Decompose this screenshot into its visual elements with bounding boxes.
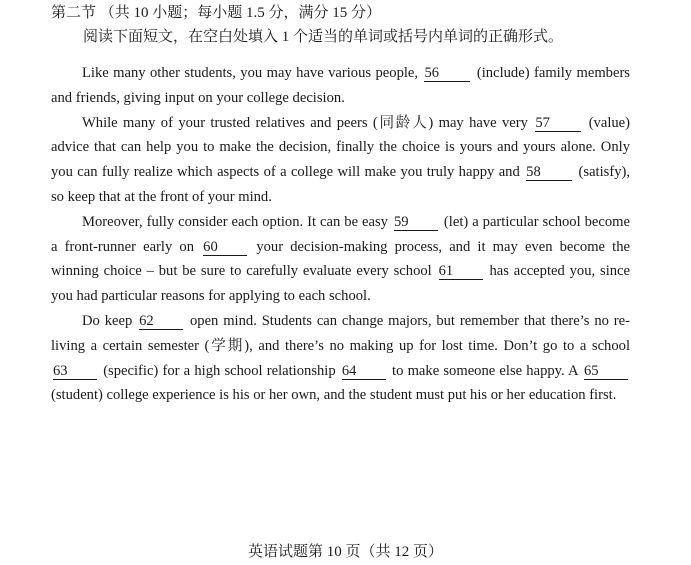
passage-text: While many of your trusted relatives and peers (同龄人) may have very	[82, 114, 528, 131]
passage-text: (value) advice that can help you to make the decision, finally the choice is yours and yours alone. Only you can fully realize which aspects of a college will make you truly happy and	[51, 114, 631, 181]
blank-61[interactable]: 61	[439, 263, 483, 280]
blank-58[interactable]: 58	[526, 164, 572, 181]
passage-text: (include) family members and friends, giving input on your college decision.	[51, 65, 630, 106]
passage-text: (let) a particular school become a front-runner early on	[51, 213, 630, 255]
blank-59[interactable]: 59	[394, 214, 438, 231]
passage-text: (specific) for a high school relationship	[103, 362, 336, 379]
passage-text: (satisfy), so keep that at the front of your mind.	[51, 164, 631, 205]
cloze-passage	[51, 61, 630, 408]
blank-64[interactable]: 64	[342, 363, 386, 380]
passage-text: to make someone else happy. A	[392, 362, 578, 379]
passage-text: Moreover, fully consider each option. It can be easy	[82, 213, 388, 230]
passage-text: Like many other students, you may have various people,	[82, 65, 419, 81]
blank-65[interactable]: 65	[584, 363, 628, 380]
section-header: 第二节 （共 10 小题；每小题 1.5 分，满分 15 分）	[51, 5, 382, 21]
passage-text: Do keep	[82, 312, 133, 329]
blank-56[interactable]: 56	[424, 65, 470, 82]
paragraph-3	[51, 210, 630, 309]
section-instruction: 阅读下面短文，在空白处填入 1 个适当的单词或括号内单词的正确形式。	[83, 29, 564, 45]
blank-62[interactable]: 62	[139, 313, 183, 330]
paragraph-2	[51, 111, 630, 210]
paragraph-4	[51, 309, 630, 408]
page-footer: 英语试题第 10 页（共 12 页）	[247, 544, 443, 560]
paragraph-1	[51, 61, 630, 111]
blank-63[interactable]: 63	[53, 363, 97, 380]
passage-text: open mind. Students can change majors, but remember that there’s no re-living a certain semester (学期), and there’s no making up for lost time. Don’t go to a school	[51, 312, 630, 354]
passage-text: has accepted you, since you had particular reasons for applying to each school.	[51, 263, 631, 305]
passage-text: your decision-making process, and it may even become the winning choice – but be sure to carefully evaluate every school	[51, 238, 630, 280]
blank-57[interactable]: 57	[535, 115, 581, 132]
blank-60[interactable]: 60	[203, 239, 247, 256]
passage-text: (student) college experience is his or her own, and the student must put his or her education first.	[51, 387, 617, 404]
